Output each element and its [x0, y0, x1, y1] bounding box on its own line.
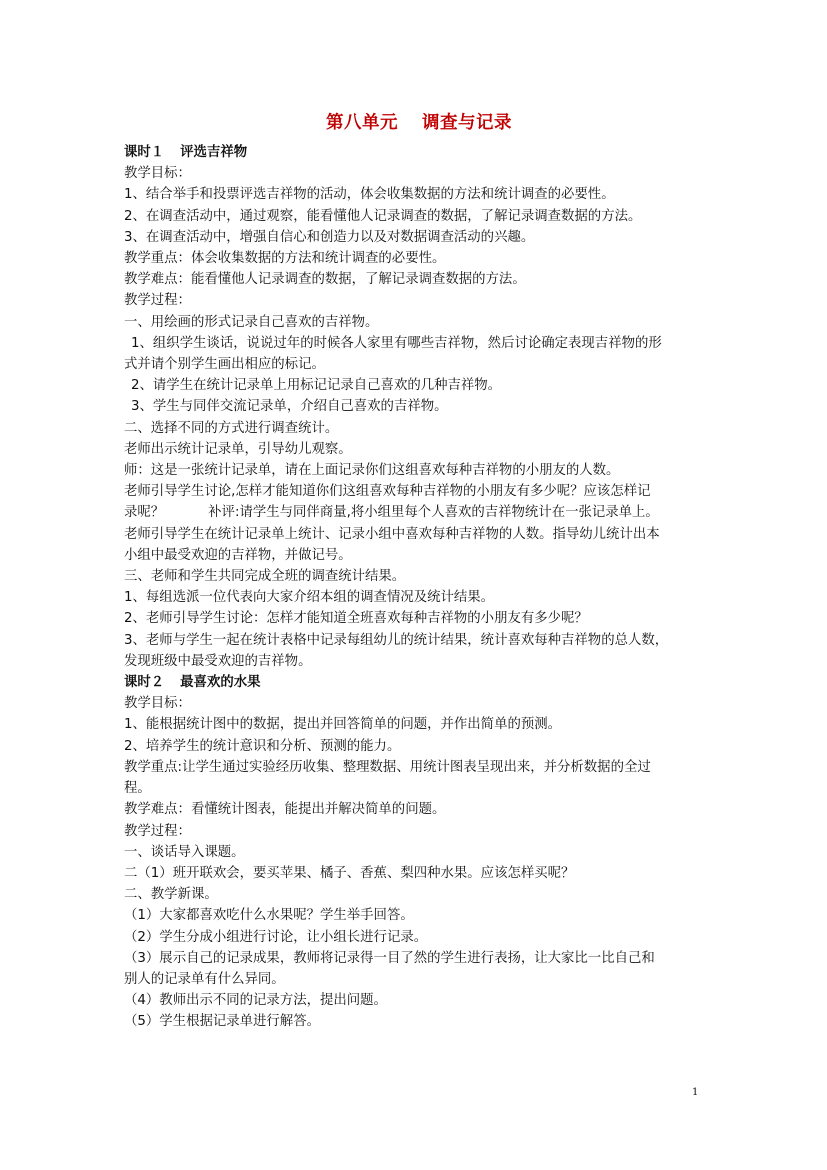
lesson1-step-2c2 [124, 502, 714, 523]
unit-name: 调查与记录 [422, 113, 512, 133]
lesson1-heading [124, 142, 714, 163]
document-page [124, 108, 714, 1033]
lesson2-goal-1: 1、能根据统计图中的数据，提出并回答简单的问题，并作出简单的预测。 [124, 717, 562, 733]
lesson1-difficulty: 教学难点：能看懂他人记录调查的数据，了解记录调查数据的方法。 [124, 272, 526, 288]
lesson2-step-2: 二、教学新课。 [124, 887, 218, 903]
lesson1-step-2: 二、选择不同的方式进行调查统计。 [124, 420, 339, 436]
lesson1-step-3-1: 1、每组选派一位代表向大家介绍本组的调查情况及统计结果。 [124, 590, 495, 606]
lesson2-key-point-a: 教学重点:让学生通过实验经历收集、整理数据、用统计图表呈现出来，并分析数据的全过 [124, 759, 651, 775]
lesson1-step-1-1a: 1、组织学生谈话，说说过年的时候各人家里有哪些吉祥物，然后讨论确定表现吉祥物的形 [131, 335, 662, 351]
lesson1-goal-3: 3、在调查活动中，增强自信心和创造力以及对数据调查活动的兴趣。 [124, 229, 535, 245]
lesson1-goals-label: 教学目标： [124, 166, 191, 182]
lesson1-step-2d1: 老师引导学生在统计记录单上统计、记录小组中喜欢每种吉祥物的人数。指导幼儿统计出本 [124, 526, 660, 542]
lesson1-step-2d2: 小组中最受欢迎的吉祥物，并做记号。 [124, 547, 352, 563]
unit-number: 第八单元 [326, 113, 398, 133]
lesson2-step-1-1: 二（1）班开联欢会，要买苹果、橘子、香蕉、梨四种水果。应该怎样买呢？ [124, 865, 575, 881]
lesson1-step-2c2-note: 补评:请学生与同伴商量,将小组里每个人喜欢的吉祥物统计在一张记录单上。 [208, 505, 659, 521]
lesson2-sub-2: （2）学生分成小组进行讨论，让小组长进行记录。 [124, 929, 428, 945]
lesson2-goals-label: 教学目标： [124, 696, 191, 712]
lesson2-step-1: 一、谈话导入课题。 [124, 844, 245, 860]
lesson1-step-1-2: 2、请学生在统计记录单上用标记记录自己喜欢的几种吉祥物。 [131, 378, 502, 394]
lesson1-goal-1: 1、结合举手和投票评选吉祥物的活动，体会收集数据的方法和统计调查的必要性。 [124, 187, 615, 203]
lesson2-process-label: 教学过程： [124, 823, 191, 839]
page-number: 1 [692, 1087, 699, 1098]
lesson1-step-3: 三、老师和学生共同完成全班的调查统计结果。 [124, 569, 406, 585]
lesson1-step-1: 一、用绘画的形式记录自己喜欢的吉祥物。 [124, 314, 379, 330]
lesson2-number: 课时２ [124, 675, 165, 691]
lesson1-step-2a: 老师出示统计记录单，引导幼儿观察。 [124, 441, 352, 457]
lesson1-step-3-3b: 发现班级中最受欢迎的吉祥物。 [124, 653, 312, 669]
lesson2-sub-3b: 别人的记录单有什么异同。 [124, 971, 285, 987]
lesson2-sub-4: （4）教师出示不同的记录方法，提出问题。 [124, 993, 387, 1009]
lesson2-heading [124, 672, 714, 693]
lesson1-step-1-1b: 式并请个别学生画出相应的标记。 [124, 357, 325, 373]
lesson2-goal-2: 2、培养学生的统计意识和分析、预测的能力。 [124, 738, 401, 754]
lesson2-key-point-b: 程。 [124, 781, 151, 797]
lesson1-goal-2: 2、在调查活动中，通过观察，能看懂他人记录调查的数据，了解记录调查数据的方法。 [124, 208, 642, 224]
lesson2-difficulty: 教学难点：看懂统计图表，能提出并解决简单的问题。 [124, 802, 446, 818]
lesson1-step-2c2-question: 录呢？ [124, 505, 165, 521]
lesson2-sub-3a: （3）展示自己的记录成果，教师将记录得一目了然的学生进行表扬，让大家比一比自己和 [124, 950, 655, 966]
lesson1-step-2b: 师：这是一张统计记录单，请在上面记录你们这组喜欢每种吉祥物的小朋友的人数。 [124, 463, 620, 479]
lesson1-process-label: 教学过程： [124, 293, 191, 309]
lesson1-name: 评选吉祥物 [180, 145, 248, 160]
lesson1-number: 课时１ [124, 145, 165, 160]
lesson1-step-3-2: 2、老师引导学生讨论：怎样才能知道全班喜欢每种吉祥物的小朋友有多少呢？ [124, 611, 588, 627]
lesson2-name: 最喜欢的水果 [180, 675, 261, 691]
lesson1-step-1-3: 3、学生与同伴交流记录单，介绍自己喜欢的吉祥物。 [131, 399, 448, 415]
lesson2-sub-1: （1）大家都喜欢吃什么水果呢？学生举手回答。 [124, 908, 414, 924]
lesson1-step-2c1: 老师引导学生讨论,怎样才能知道你们这组喜欢每种吉祥物的小朋友有多少呢？应该怎样记 [124, 484, 651, 500]
lesson2-sub-5: （5）学生根据记录单进行解答。 [124, 1014, 320, 1030]
unit-title [124, 108, 714, 138]
lesson1-key-point: 教学重点：体会收集数据的方法和统计调查的必要性。 [124, 251, 446, 267]
lesson1-step-3-3a: 3、老师与学生一起在统计表格中记录每组幼儿的统计结果，统计喜欢每种吉祥物的总人数， [124, 632, 669, 648]
